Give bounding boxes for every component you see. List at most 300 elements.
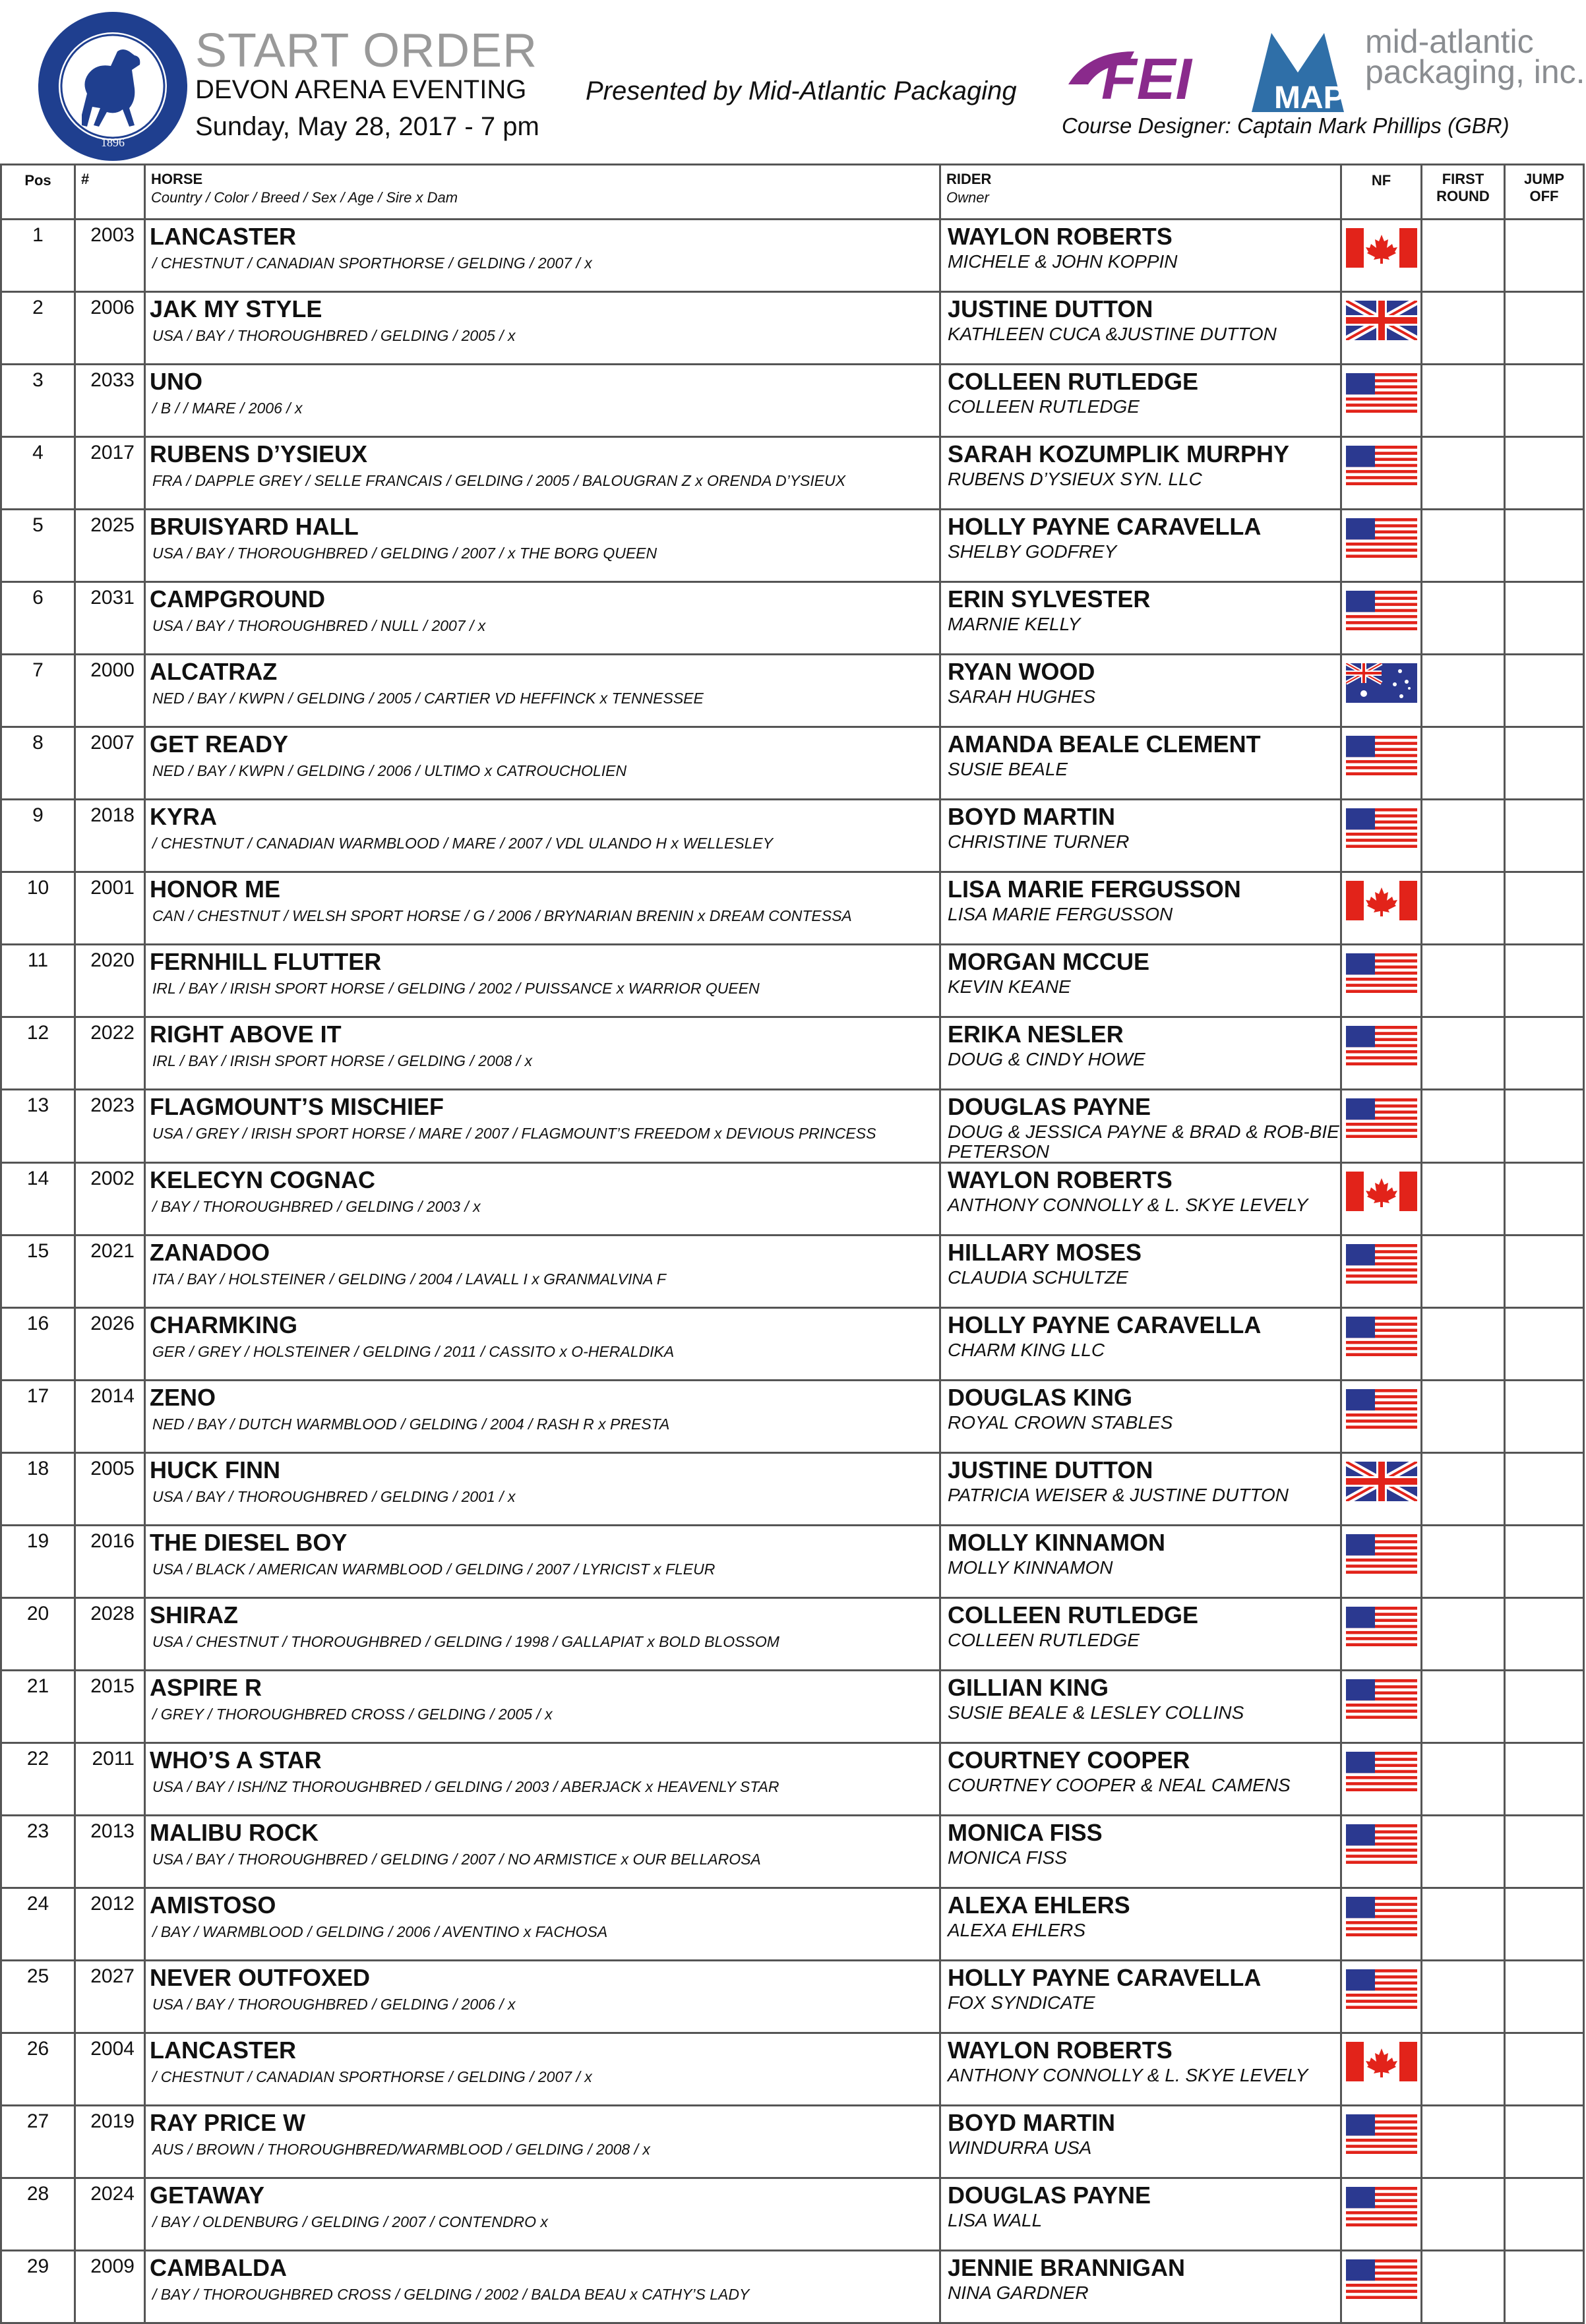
horse-name: THE DIESEL BOY bbox=[150, 1529, 348, 1556]
rider-name: COLLEEN RUTLEDGE bbox=[948, 1601, 1199, 1628]
rider-cell bbox=[940, 510, 1341, 582]
usa-flag-icon bbox=[1346, 953, 1417, 993]
nation-flag-cell bbox=[1341, 292, 1422, 365]
table-row bbox=[1, 1236, 1584, 1308]
horse-details: IRL / BAY / IRISH SPORT HORSE / GELDING / 2008 / x bbox=[152, 1052, 533, 1069]
table-row bbox=[1, 437, 1584, 510]
table-row bbox=[1, 2251, 1584, 2323]
horse-details: AUS / BROWN / THOROUGHBRED/WARMBLOOD / GELDING / 2008 / x bbox=[152, 2141, 650, 2158]
first-round-cell bbox=[1422, 510, 1505, 582]
jump-off-cell bbox=[1505, 800, 1584, 872]
can-flag-icon bbox=[1346, 2042, 1417, 2081]
first-round-cell bbox=[1422, 655, 1505, 727]
col-jump-off-header: JUMP OFF bbox=[1505, 165, 1584, 220]
table-row bbox=[1, 1888, 1584, 1961]
table-row bbox=[1, 872, 1584, 945]
rider-name: COLLEEN RUTLEDGE bbox=[948, 368, 1199, 395]
first-round-cell bbox=[1422, 582, 1505, 655]
gbr-flag-icon bbox=[1346, 301, 1417, 340]
course-designer: Course Designer: Captain Mark Phillips (GBR) bbox=[1062, 113, 1510, 138]
rider-name: WAYLON ROBERTS bbox=[948, 223, 1173, 250]
table-row bbox=[1, 1743, 1584, 1816]
first-round-cell bbox=[1422, 437, 1505, 510]
horse-details: / CHESTNUT / CANADIAN SPORTHORSE / GELDING / 2007 / x bbox=[152, 2068, 592, 2085]
owner-name: KEVIN KEANE bbox=[948, 976, 1071, 997]
nation-flag-cell bbox=[1341, 1381, 1422, 1453]
rider-cell bbox=[940, 1017, 1341, 1090]
devon-horse-show-seal-icon bbox=[36, 9, 190, 164]
horse-name: RUBENS D’YSIEUX bbox=[150, 440, 368, 467]
owner-name: MARNIE KELLY bbox=[948, 614, 1081, 634]
horse-name: LANCASTER bbox=[150, 223, 296, 250]
jump-off-cell bbox=[1505, 2106, 1584, 2178]
rider-name: MOLLY KINNAMON bbox=[948, 1529, 1166, 1556]
rider-cell bbox=[940, 1961, 1341, 2033]
position-cell: 22 bbox=[1, 1743, 75, 1816]
horse-cell bbox=[145, 1453, 940, 1526]
horse-name: AMISTOSO bbox=[150, 1892, 276, 1919]
horse-details: USA / BAY / THOROUGHBRED / GELDING / 2005 / x bbox=[152, 327, 516, 344]
position-cell: 23 bbox=[1, 1816, 75, 1888]
usa-flag-icon bbox=[1346, 1098, 1417, 1138]
first-round-cell bbox=[1422, 2251, 1505, 2323]
position-cell: 11 bbox=[1, 945, 75, 1017]
horse-name: CHARMKING bbox=[150, 1311, 297, 1338]
nation-flag-cell bbox=[1341, 727, 1422, 800]
bib-number-cell: 2006 bbox=[75, 292, 145, 365]
rider-name: ALEXA EHLERS bbox=[948, 1892, 1130, 1919]
horse-name: LANCASTER bbox=[150, 2037, 296, 2064]
table-row bbox=[1, 582, 1584, 655]
nation-flag-cell bbox=[1341, 1090, 1422, 1163]
horse-cell bbox=[145, 1888, 940, 1961]
table-row bbox=[1, 1308, 1584, 1381]
horse-details: GER / GREY / HOLSTEINER / GELDING / 2011 / CASSITO x O-HERALDIKA bbox=[152, 1343, 675, 1360]
jump-off-cell bbox=[1505, 1017, 1584, 1090]
col-nf-header: NF bbox=[1341, 165, 1422, 220]
horse-details: USA / BAY / ISH/NZ THOROUGHBRED / GELDING / 2003 / ABERJACK x HEAVENLY STAR bbox=[152, 1778, 779, 1795]
horse-name: MALIBU ROCK bbox=[150, 1819, 319, 1846]
position-cell: 4 bbox=[1, 437, 75, 510]
usa-flag-icon bbox=[1346, 1026, 1417, 1065]
horse-name: ZENO bbox=[150, 1384, 216, 1411]
nation-flag-cell bbox=[1341, 1526, 1422, 1598]
usa-flag-icon bbox=[1346, 1534, 1417, 1574]
rider-name: HILLARY MOSES bbox=[948, 1239, 1142, 1266]
horse-cell bbox=[145, 582, 940, 655]
bib-number-cell: 2022 bbox=[75, 1017, 145, 1090]
position-cell: 8 bbox=[1, 727, 75, 800]
nation-flag-cell bbox=[1341, 510, 1422, 582]
rider-cell bbox=[940, 292, 1341, 365]
rider-cell bbox=[940, 2033, 1341, 2106]
horse-cell bbox=[145, 655, 940, 727]
jump-off-cell bbox=[1505, 872, 1584, 945]
horse-details: ITA / BAY / HOLSTEINER / GELDING / 2004 / LAVALL I x GRANMALVINA F bbox=[152, 1270, 666, 1288]
jump-off-cell bbox=[1505, 1743, 1584, 1816]
can-flag-icon bbox=[1346, 228, 1417, 268]
bib-number-cell: 2019 bbox=[75, 2106, 145, 2178]
horse-cell bbox=[145, 1671, 940, 1743]
table-row bbox=[1, 1017, 1584, 1090]
rider-name: ERIN SYLVESTER bbox=[948, 585, 1151, 612]
first-round-cell bbox=[1422, 1888, 1505, 1961]
jump-off-cell bbox=[1505, 1090, 1584, 1163]
table-row bbox=[1, 292, 1584, 365]
nation-flag-cell bbox=[1341, 2106, 1422, 2178]
rider-name: DOUGLAS PAYNE bbox=[948, 1093, 1151, 1120]
owner-name: CHARM KING LLC bbox=[948, 1340, 1105, 1360]
bib-number-cell: 2027 bbox=[75, 1961, 145, 2033]
usa-flag-icon bbox=[1346, 1824, 1417, 1864]
horse-cell bbox=[145, 1598, 940, 1671]
event-name: DEVON ARENA EVENTING bbox=[195, 75, 527, 104]
position-cell: 19 bbox=[1, 1526, 75, 1598]
horse-details: NED / BAY / KWPN / GELDING / 2005 / CARTIER VD HEFFINCK x TENNESSEE bbox=[152, 690, 704, 707]
position-cell: 28 bbox=[1, 2178, 75, 2251]
rider-cell bbox=[940, 1743, 1341, 1816]
table-row bbox=[1, 220, 1584, 292]
position-cell: 6 bbox=[1, 582, 75, 655]
nation-flag-cell bbox=[1341, 582, 1422, 655]
horse-name: CAMBALDA bbox=[150, 2254, 287, 2281]
rider-name: MONICA FISS bbox=[948, 1819, 1103, 1846]
jump-off-cell bbox=[1505, 1961, 1584, 2033]
horse-details: USA / BLACK / AMERICAN WARMBLOOD / GELDING / 2007 / LYRICIST x FLEUR bbox=[152, 1561, 716, 1578]
horse-name: NEVER OUTFOXED bbox=[150, 1964, 371, 1991]
bib-number-cell: 2033 bbox=[75, 365, 145, 437]
owner-name: MICHELE & JOHN KOPPIN bbox=[948, 251, 1178, 272]
owner-name: LISA WALL bbox=[948, 2210, 1043, 2230]
horse-details: USA / BAY / THOROUGHBRED / GELDING / 2006 / x bbox=[152, 1996, 516, 2013]
first-round-cell bbox=[1422, 1017, 1505, 1090]
usa-flag-icon bbox=[1346, 1679, 1417, 1719]
horse-details: / CHESTNUT / CANADIAN WARMBLOOD / MARE / 2007 / VDL ULANDO H x WELLESLEY bbox=[152, 835, 774, 852]
horse-name: RAY PRICE W bbox=[150, 2109, 306, 2136]
rider-name: JENNIE BRANNIGAN bbox=[948, 2254, 1186, 2281]
first-round-cell bbox=[1422, 365, 1505, 437]
nation-flag-cell bbox=[1341, 220, 1422, 292]
rider-cell bbox=[940, 1163, 1341, 1236]
bib-number-cell: 2003 bbox=[75, 220, 145, 292]
first-round-cell bbox=[1422, 872, 1505, 945]
horse-details: / BAY / OLDENBURG / GELDING / 2007 / CONTENDRO x bbox=[152, 2213, 548, 2230]
horse-details: / B / / MARE / 2006 / x bbox=[152, 400, 303, 417]
bib-number-cell: 2009 bbox=[75, 2251, 145, 2323]
owner-name: DOUG & JESSICA PAYNE & BRAD & ROB-BIE PETERSON bbox=[948, 1121, 1339, 1162]
position-cell: 29 bbox=[1, 2251, 75, 2323]
nation-flag-cell bbox=[1341, 800, 1422, 872]
rider-cell bbox=[940, 365, 1341, 437]
nation-flag-cell bbox=[1341, 1743, 1422, 1816]
position-cell: 27 bbox=[1, 2106, 75, 2178]
horse-name: JAK MY STYLE bbox=[150, 295, 322, 322]
rider-cell bbox=[940, 1671, 1341, 1743]
jump-off-cell bbox=[1505, 582, 1584, 655]
table-row bbox=[1, 1090, 1584, 1163]
rider-cell bbox=[940, 1236, 1341, 1308]
owner-name: SHELBY GODFREY bbox=[948, 541, 1117, 562]
nation-flag-cell bbox=[1341, 655, 1422, 727]
position-cell: 20 bbox=[1, 1598, 75, 1671]
horse-cell bbox=[145, 1961, 940, 2033]
table-row bbox=[1, 727, 1584, 800]
rider-name: GILLIAN KING bbox=[948, 1674, 1109, 1701]
horse-details: IRL / BAY / IRISH SPORT HORSE / GELDING / 2002 / PUISSANCE x WARRIOR QUEEN bbox=[152, 980, 760, 997]
owner-name: RUBENS D’YSIEUX SYN. LLC bbox=[948, 469, 1202, 489]
rider-cell bbox=[940, 872, 1341, 945]
first-round-cell bbox=[1422, 1090, 1505, 1163]
rider-cell bbox=[940, 2251, 1341, 2323]
rider-name: SARAH KOZUMPLIK MURPHY bbox=[948, 440, 1289, 467]
position-cell: 9 bbox=[1, 800, 75, 872]
rider-name: LISA MARIE FERGUSSON bbox=[948, 876, 1241, 903]
horse-details: / BAY / THOROUGHBRED / GELDING / 2003 / x bbox=[152, 1198, 481, 1215]
usa-flag-icon bbox=[1346, 1607, 1417, 1646]
horse-details: NED / BAY / KWPN / GELDING / 2006 / ULTIMO x CATROUCHOLIEN bbox=[152, 762, 627, 779]
horse-cell bbox=[145, 2033, 940, 2106]
position-cell: 17 bbox=[1, 1381, 75, 1453]
jump-off-cell bbox=[1505, 1236, 1584, 1308]
position-cell: 18 bbox=[1, 1453, 75, 1526]
nation-flag-cell bbox=[1341, 1961, 1422, 2033]
rider-name: HOLLY PAYNE CARAVELLA bbox=[948, 513, 1262, 540]
bib-number-cell: 2026 bbox=[75, 1308, 145, 1381]
horse-cell bbox=[145, 1017, 940, 1090]
rider-name: BOYD MARTIN bbox=[948, 2109, 1115, 2136]
horse-name: WHO’S A STAR bbox=[150, 1746, 322, 1773]
horse-name: ZANADOO bbox=[150, 1239, 270, 1266]
horse-cell bbox=[145, 220, 940, 292]
first-round-cell bbox=[1422, 1526, 1505, 1598]
usa-flag-icon bbox=[1346, 591, 1417, 630]
horse-details: USA / BAY / THOROUGHBRED / NULL / 2007 / x bbox=[152, 617, 486, 634]
nation-flag-cell bbox=[1341, 1888, 1422, 1961]
horse-cell bbox=[145, 2106, 940, 2178]
owner-name: SARAH HUGHES bbox=[948, 686, 1096, 707]
usa-flag-icon bbox=[1346, 2114, 1417, 2154]
svg-text:MAP: MAP bbox=[1274, 80, 1345, 115]
jump-off-cell bbox=[1505, 727, 1584, 800]
jump-off-cell bbox=[1505, 1381, 1584, 1453]
horse-cell bbox=[145, 1381, 940, 1453]
rider-name: COURTNEY COOPER bbox=[948, 1746, 1190, 1773]
rider-cell bbox=[940, 1816, 1341, 1888]
table-row bbox=[1, 1163, 1584, 1236]
rider-cell bbox=[940, 1090, 1341, 1163]
horse-cell bbox=[145, 1526, 940, 1598]
bib-number-cell: 2005 bbox=[75, 1453, 145, 1526]
first-round-cell bbox=[1422, 800, 1505, 872]
table-row bbox=[1, 800, 1584, 872]
rider-name: DOUGLAS PAYNE bbox=[948, 2182, 1151, 2209]
owner-name: ANTHONY CONNOLLY & L. SKYE LEVELY bbox=[948, 1195, 1308, 1215]
bib-number-cell: 2007 bbox=[75, 727, 145, 800]
table-row bbox=[1, 1961, 1584, 2033]
horse-name: ASPIRE R bbox=[150, 1674, 262, 1701]
position-cell: 26 bbox=[1, 2033, 75, 2106]
horse-name: GET READY bbox=[150, 730, 289, 758]
owner-name: COLLEEN RUTLEDGE bbox=[948, 396, 1140, 417]
position-cell: 3 bbox=[1, 365, 75, 437]
horse-name: SHIRAZ bbox=[150, 1601, 238, 1628]
usa-flag-icon bbox=[1346, 808, 1417, 848]
nation-flag-cell bbox=[1341, 1236, 1422, 1308]
first-round-cell bbox=[1422, 1381, 1505, 1453]
first-round-cell bbox=[1422, 1308, 1505, 1381]
horse-name: UNO bbox=[150, 368, 202, 395]
nation-flag-cell bbox=[1341, 2033, 1422, 2106]
horse-cell bbox=[145, 1163, 940, 1236]
bib-number-cell: 2002 bbox=[75, 1163, 145, 1236]
first-round-cell bbox=[1422, 1961, 1505, 2033]
bib-number-cell: 2001 bbox=[75, 872, 145, 945]
first-round-cell bbox=[1422, 2178, 1505, 2251]
owner-name: FOX SYNDICATE bbox=[948, 1992, 1095, 2013]
col-horse-header: HORSE Country / Color / Breed / Sex / Age / Sire x Dam bbox=[145, 165, 940, 220]
usa-flag-icon bbox=[1346, 736, 1417, 775]
usa-flag-icon bbox=[1346, 1752, 1417, 1791]
rider-name: JUSTINE DUTTON bbox=[948, 1456, 1153, 1483]
horse-details: / BAY / THOROUGHBRED CROSS / GELDING / 2002 / BALDA BEAU x CATHY’S LADY bbox=[152, 2286, 750, 2303]
bib-number-cell: 2014 bbox=[75, 1381, 145, 1453]
horse-details: NED / BAY / DUTCH WARMBLOOD / GELDING / 2004 / RASH R x PRESTA bbox=[152, 1415, 670, 1433]
owner-name: SUSIE BEALE bbox=[948, 759, 1068, 779]
fei-logo-icon bbox=[1062, 38, 1227, 111]
jump-off-cell bbox=[1505, 220, 1584, 292]
horse-details: CAN / CHESTNUT / WELSH SPORT HORSE / G / 2006 / BRYNARIAN BRENIN x DREAM CONTESSA bbox=[152, 907, 852, 924]
bib-number-cell: 2021 bbox=[75, 1236, 145, 1308]
horse-name: HUCK FINN bbox=[150, 1456, 280, 1483]
rider-name: HOLLY PAYNE CARAVELLA bbox=[948, 1311, 1262, 1338]
horse-cell bbox=[145, 1743, 940, 1816]
position-cell: 13 bbox=[1, 1090, 75, 1163]
usa-flag-icon bbox=[1346, 373, 1417, 413]
mid-atlantic-logo-icon bbox=[1245, 26, 1351, 119]
jump-off-cell bbox=[1505, 437, 1584, 510]
bib-number-cell: 2031 bbox=[75, 582, 145, 655]
horse-details: USA / BAY / THOROUGHBRED / GELDING / 2001 / x bbox=[152, 1488, 516, 1505]
col-rider-header: RIDER Owner bbox=[940, 165, 1341, 220]
bib-number-cell: 2016 bbox=[75, 1526, 145, 1598]
rider-cell bbox=[940, 1453, 1341, 1526]
jump-off-cell bbox=[1505, 655, 1584, 727]
bib-number-cell: 2018 bbox=[75, 800, 145, 872]
jump-off-cell bbox=[1505, 1526, 1584, 1598]
position-cell: 25 bbox=[1, 1961, 75, 2033]
horse-cell bbox=[145, 365, 940, 437]
rider-name: WAYLON ROBERTS bbox=[948, 2037, 1173, 2064]
start-order-table bbox=[0, 164, 1585, 2324]
can-flag-icon bbox=[1346, 1172, 1417, 1211]
rider-name: AMANDA BEALE CLEMENT bbox=[948, 730, 1261, 758]
horse-name: ALCATRAZ bbox=[150, 658, 278, 685]
bib-number-cell: 2000 bbox=[75, 655, 145, 727]
table-header-row bbox=[1, 165, 1584, 220]
horse-details: USA / GREY / IRISH SPORT HORSE / MARE / 2007 / FLAGMOUNT’S FREEDOM x DEVIOUS PRINCESS bbox=[152, 1125, 876, 1142]
horse-cell bbox=[145, 1308, 940, 1381]
horse-details: FRA / DAPPLE GREY / SELLE FRANCAIS / GELDING / 2005 / BALOUGRAN Z x ORENDA D’YSIEUX bbox=[152, 472, 846, 489]
horse-name: FERNHILL FLUTTER bbox=[150, 948, 382, 975]
horse-name: KELECYN COGNAC bbox=[150, 1166, 376, 1193]
rider-cell bbox=[940, 1526, 1341, 1598]
horse-cell bbox=[145, 800, 940, 872]
jump-off-cell bbox=[1505, 510, 1584, 582]
rider-cell bbox=[940, 220, 1341, 292]
page-title: START ORDER bbox=[195, 24, 538, 77]
table-row bbox=[1, 2178, 1584, 2251]
page-header bbox=[0, 0, 1586, 152]
col-first-round-header: FIRST ROUND bbox=[1422, 165, 1505, 220]
horse-name: RIGHT ABOVE IT bbox=[150, 1021, 342, 1048]
usa-flag-icon bbox=[1346, 2187, 1417, 2226]
jump-off-cell bbox=[1505, 1163, 1584, 1236]
horse-cell bbox=[145, 1816, 940, 1888]
horse-name: GETAWAY bbox=[150, 2182, 265, 2209]
rider-name: WAYLON ROBERTS bbox=[948, 1166, 1173, 1193]
horse-name: FLAGMOUNT’S MISCHIEF bbox=[150, 1093, 444, 1120]
position-cell: 10 bbox=[1, 872, 75, 945]
horse-details: USA / BAY / THOROUGHBRED / GELDING / 2007 / NO ARMISTICE x OUR BELLAROSA bbox=[152, 1851, 761, 1868]
rider-cell bbox=[940, 582, 1341, 655]
bib-number-cell: 2023 bbox=[75, 1090, 145, 1163]
horse-cell bbox=[145, 1236, 940, 1308]
horse-name: CAMPGROUND bbox=[150, 585, 325, 612]
first-round-cell bbox=[1422, 1816, 1505, 1888]
usa-flag-icon bbox=[1346, 1317, 1417, 1356]
jump-off-cell bbox=[1505, 1308, 1584, 1381]
nation-flag-cell bbox=[1341, 1308, 1422, 1381]
owner-name: CHRISTINE TURNER bbox=[948, 831, 1130, 852]
rider-cell bbox=[940, 437, 1341, 510]
rider-cell bbox=[940, 2106, 1341, 2178]
table-row bbox=[1, 510, 1584, 582]
nation-flag-cell bbox=[1341, 365, 1422, 437]
horse-cell bbox=[145, 727, 940, 800]
horse-cell bbox=[145, 437, 940, 510]
bib-number-cell: 2015 bbox=[75, 1671, 145, 1743]
first-round-cell bbox=[1422, 2106, 1505, 2178]
horse-name: KYRA bbox=[150, 803, 218, 830]
jump-off-cell bbox=[1505, 2178, 1584, 2251]
owner-name: PATRICIA WEISER & JUSTINE DUTTON bbox=[948, 1485, 1289, 1505]
nation-flag-cell bbox=[1341, 945, 1422, 1017]
rider-cell bbox=[940, 1598, 1341, 1671]
owner-name: ALEXA EHLERS bbox=[948, 1920, 1086, 1940]
table-row bbox=[1, 2106, 1584, 2178]
rider-name: MORGAN MCCUE bbox=[948, 948, 1149, 975]
owner-name: COLLEEN RUTLEDGE bbox=[948, 1630, 1140, 1650]
rider-cell bbox=[940, 1308, 1341, 1381]
rider-name: BOYD MARTIN bbox=[948, 803, 1115, 830]
horse-name: BRUISYARD HALL bbox=[150, 513, 359, 540]
horse-cell bbox=[145, 292, 940, 365]
table-row bbox=[1, 1453, 1584, 1526]
first-round-cell bbox=[1422, 2033, 1505, 2106]
horse-name: HONOR ME bbox=[150, 876, 280, 903]
horse-cell bbox=[145, 2178, 940, 2251]
nation-flag-cell bbox=[1341, 2251, 1422, 2323]
rider-cell bbox=[940, 800, 1341, 872]
nation-flag-cell bbox=[1341, 2178, 1422, 2251]
horse-details: / GREY / THOROUGHBRED CROSS / GELDING / 2005 / x bbox=[152, 1706, 553, 1723]
position-cell: 12 bbox=[1, 1017, 75, 1090]
usa-flag-icon bbox=[1346, 1969, 1417, 2009]
first-round-cell bbox=[1422, 220, 1505, 292]
first-round-cell bbox=[1422, 1671, 1505, 1743]
nation-flag-cell bbox=[1341, 872, 1422, 945]
bib-number-cell: 2028 bbox=[75, 1598, 145, 1671]
